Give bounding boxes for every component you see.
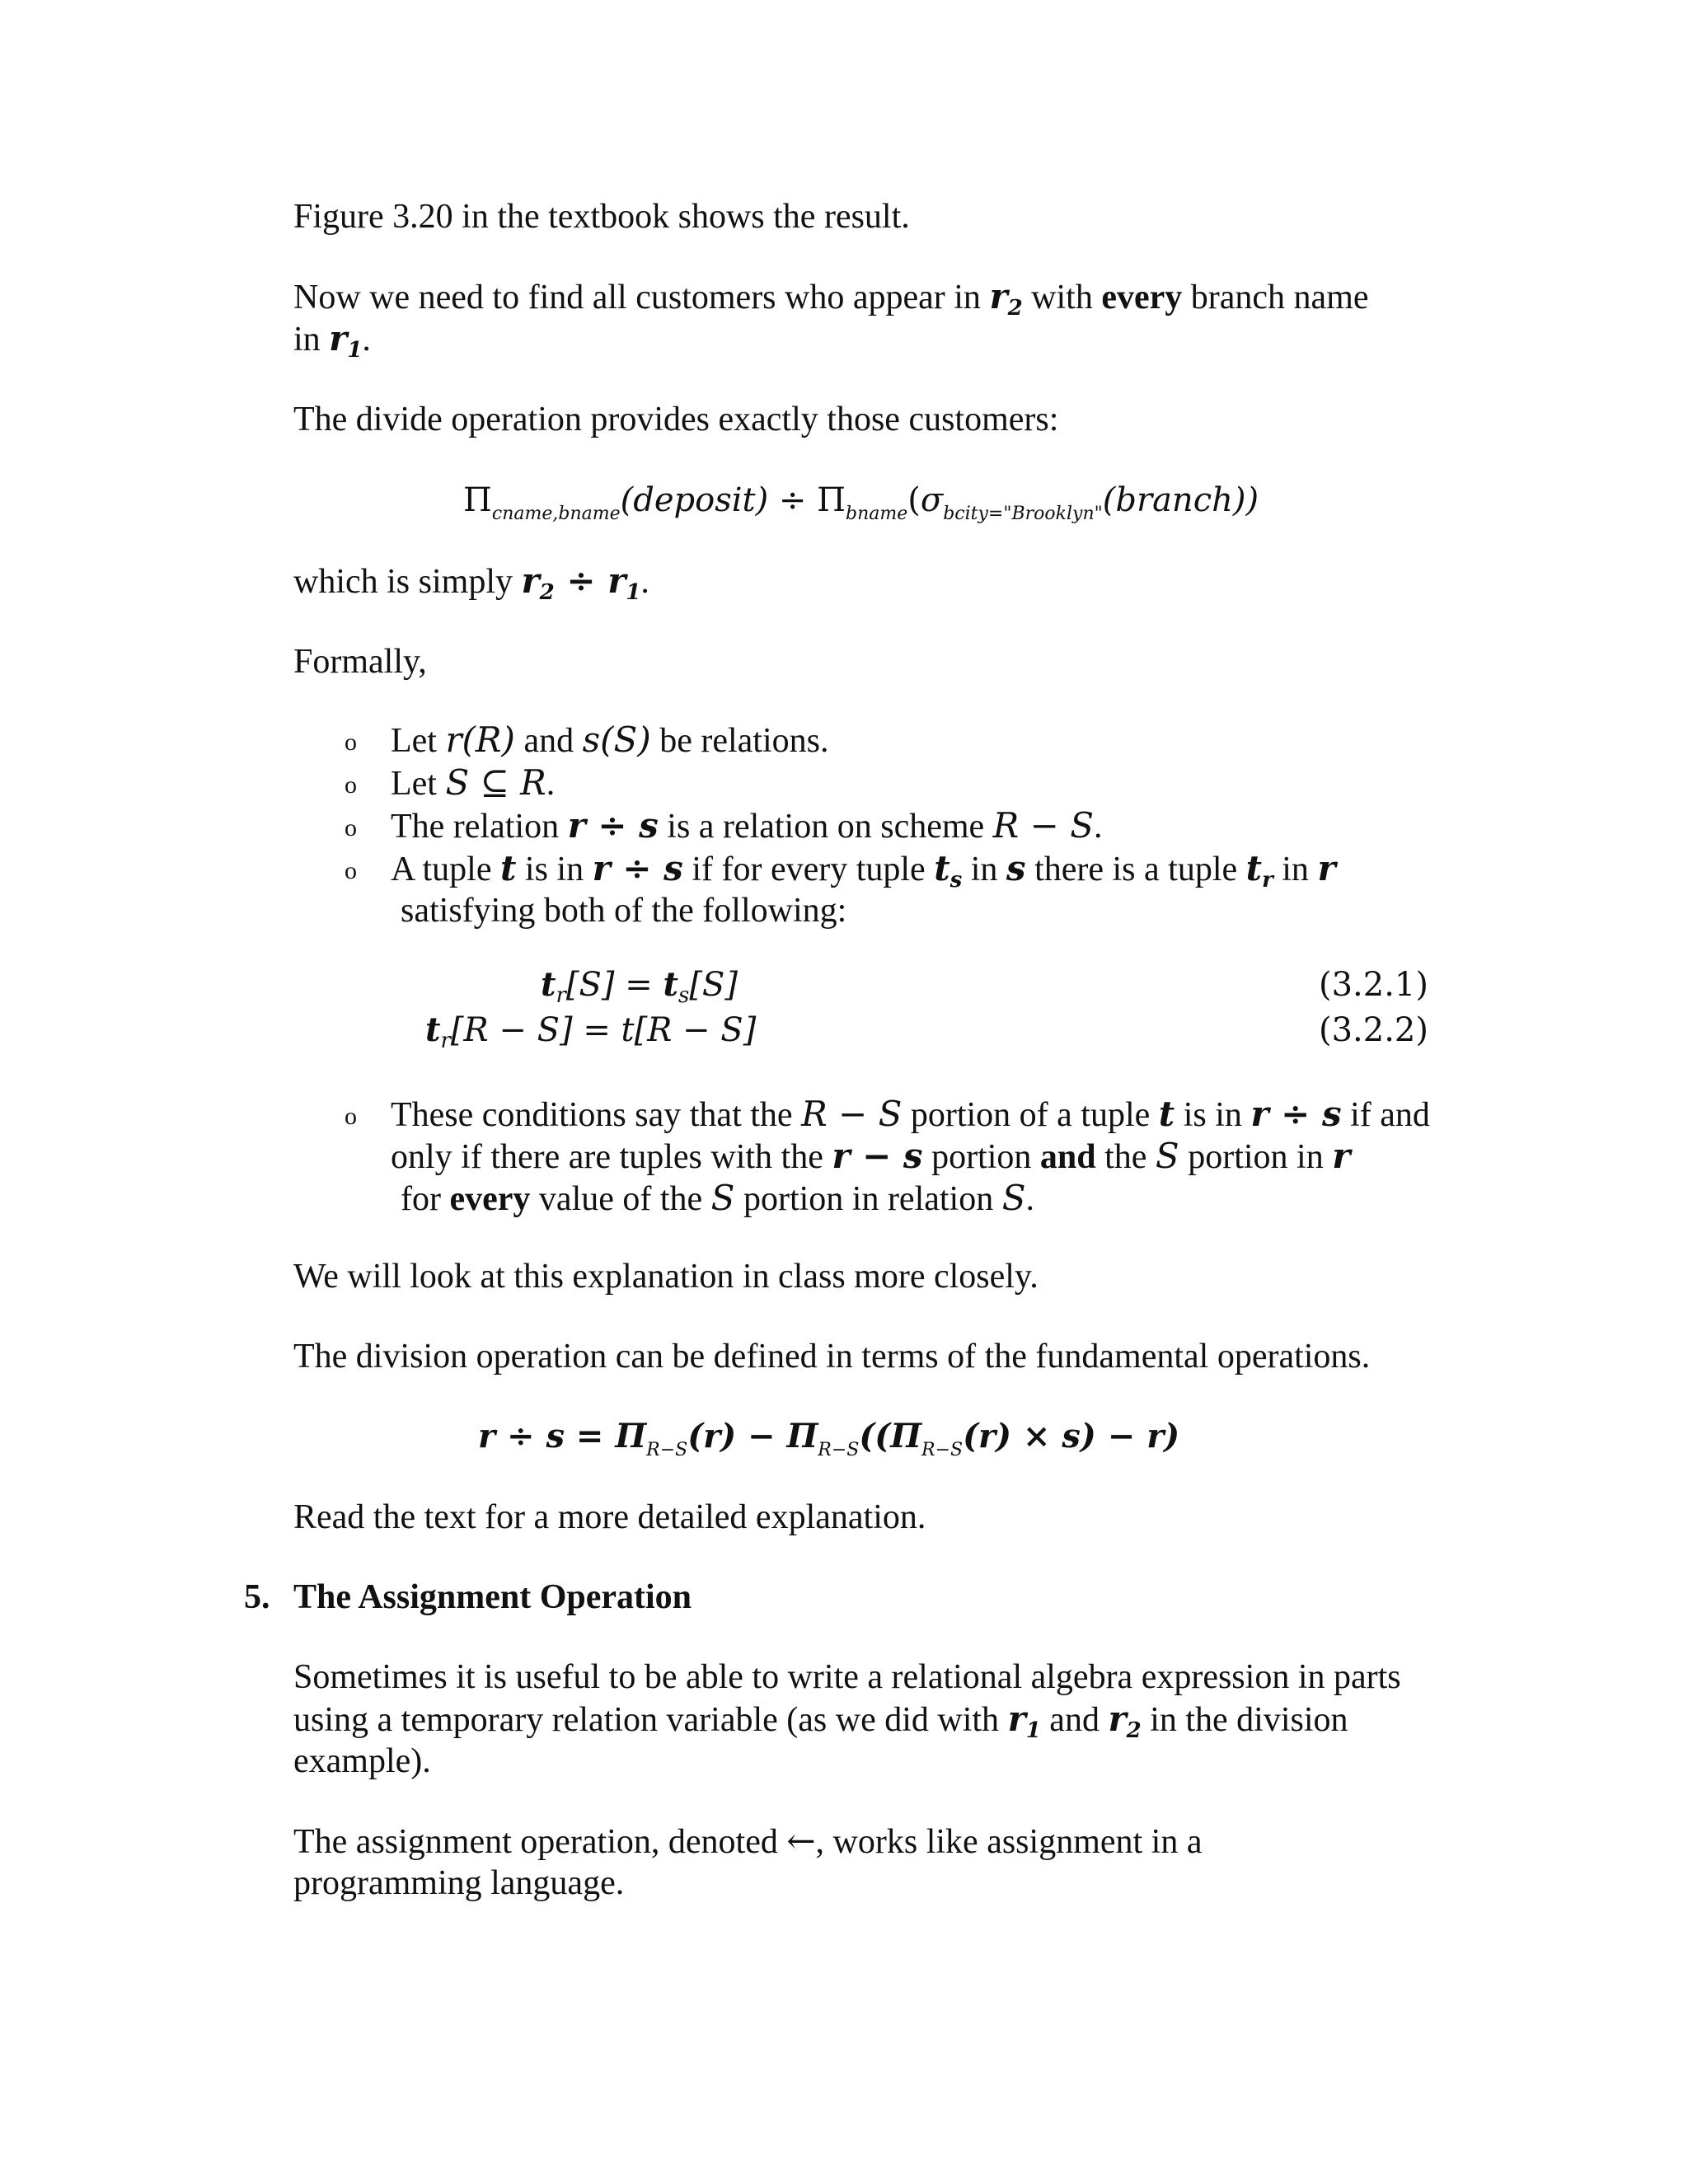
paragraph-find-customers-line1: Now we need to find all customers who appear in $r_2$ with every branch name: [293, 276, 1369, 321]
section-number: 5.: [244, 1578, 270, 1616]
bullet-marker: o: [345, 857, 357, 884]
relation-r2: $r_2$: [989, 276, 1023, 321]
paragraph-divide-operation: The divide operation provides exactly those customers:: [293, 401, 1059, 438]
relation-r1: $r_1$: [329, 318, 363, 363]
equation-number: (3.2.2): [1319, 1011, 1428, 1049]
bullet-item-scheme: The relation r ÷ s is a relation on scheme R − S.: [391, 805, 1103, 846]
expression-r2-div-r1: $r_2 \div r_1$: [521, 560, 641, 605]
formula-division-query: $\Pi_{cname,bname}(deposit)$ ÷ $\Pi_{bname}(\sigma_{bcity="Brooklyn"}(branch))$: [463, 481, 1259, 524]
bullet-marker: o: [345, 771, 357, 799]
paragraph-temporary-variable-line2: using a temporary relation variable (as we did with $r_1$ and $r_2$ in the division: [293, 1699, 1348, 1743]
assignment-arrow-icon: ←: [786, 1821, 816, 1861]
bullet-item-subset: Let S ⊆ R.: [391, 762, 556, 803]
bullet-item-tuple-line1: A tuple t is in r ÷ s if for every tuple $t_s$ in s there is a tuple $t_r$ in r: [391, 848, 1336, 893]
emphasis-every: every: [1101, 279, 1183, 316]
paragraph-read-text: Read the text for a more detailed explanation.: [293, 1498, 926, 1536]
paragraph-division-defined: The division operation can be defined in terms of the fundamental operations.: [293, 1338, 1371, 1376]
paragraph-figure-reference: [293, 196, 910, 237]
bullet-item-tuple-line2: satisfying both of the following:: [401, 892, 847, 930]
paragraph-look-closely: We will look at this explanation in class more closely.: [293, 1258, 1039, 1296]
bullet-item-relations: Let r(R) and s(S) be relations.: [391, 719, 829, 760]
paragraph-temporary-variable-line1: Sometimes it is useful to be able to write a relational algebra expression in parts: [293, 1658, 1401, 1696]
paragraph-assignment-line2: programming language.: [293, 1864, 625, 1902]
paragraph-find-customers-line2: in $r_1$.: [293, 318, 371, 363]
bullet-item-conditions-line2: only if there are tuples with the r − s portion and the S portion in r: [391, 1136, 1351, 1176]
bullet-marker: o: [345, 1103, 357, 1130]
paragraph-temporary-variable-line3: example).: [293, 1742, 431, 1780]
paragraph-text: Now we need to find all customers who appear in: [293, 279, 990, 316]
equation-number: (3.2.1): [1319, 966, 1428, 1004]
paragraph-simply-r2-div-r1: which is simply $r_2 \div r_1$.: [293, 560, 649, 605]
equation-3-2-2: $t_r[R - S] = t[R - S]$: [425, 1010, 757, 1053]
section-heading: The Assignment Operation: [293, 1578, 692, 1616]
paragraph-text: Figure 3.20 in the textbook shows the result.: [293, 198, 910, 236]
formula-division-definition: $r \div s = \Pi_{R-S}(r) - \Pi_{R-S}((\Pi_{R-S}(r) \times s) - r)$: [478, 1417, 1180, 1460]
paragraph-formally: Formally,: [293, 643, 427, 681]
bullet-marker: o: [345, 729, 357, 756]
bullet-marker: o: [345, 814, 357, 841]
paragraph-assignment-line1: The assignment operation, denoted ←, works like assignment in a: [293, 1821, 1203, 1861]
equation-3-2-1: $t_r[S] = t_s[S]$: [541, 965, 738, 1008]
bullet-item-conditions-line3: for every value of the S portion in relation S.: [401, 1178, 1035, 1218]
bullet-item-conditions-line1: These conditions say that the R − S portion of a tuple t is in r ÷ s if and: [391, 1094, 1430, 1134]
